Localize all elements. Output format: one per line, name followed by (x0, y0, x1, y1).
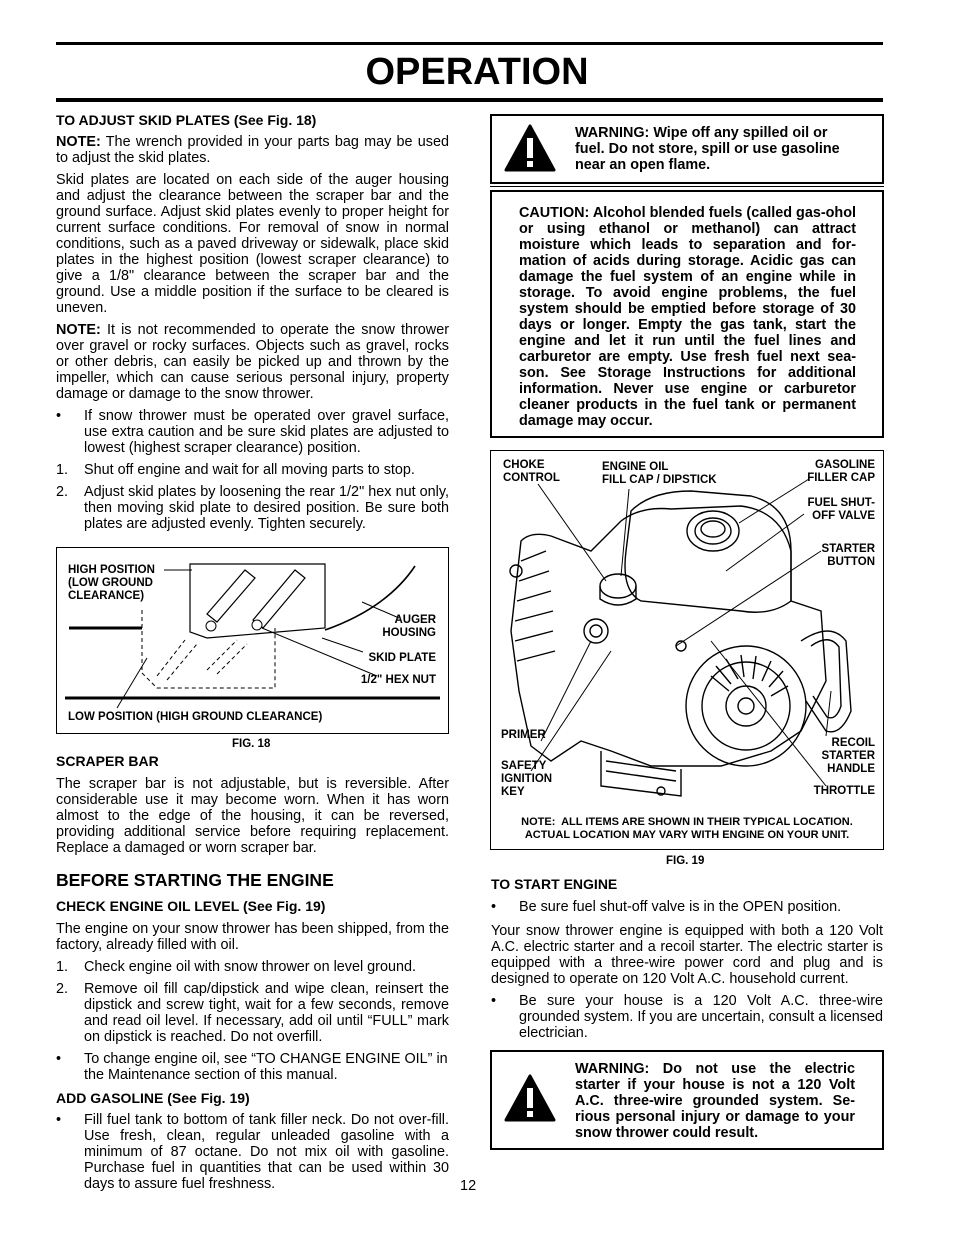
label-oil-fill: ENGINE OIL FILL CAP / DIPSTICK (602, 461, 717, 486)
start-engine-heading: TO START ENGINE (491, 876, 618, 892)
list-item: • Fill fuel tank to bottom of tank filler neck. Do not over-fill. Use fresh, clean, regular unleaded gasoline with a minimum of 87 octane. Do not mix oil with gasoline. Purchase fuel in quantities that can be used within 30 days to assure fuel freshness. (56, 1112, 449, 1192)
warning-box-spill (490, 114, 884, 184)
page-number: 12 (460, 1178, 477, 1194)
step-text: Remove oil fill cap/dipstick and wipe clean, reinsert the dipstick and screw tight, wait for a few seconds, remove and read oil level. If necessary, add oil until “FULL” mark on dipstick is reached. Do not overfill. (84, 981, 449, 1045)
bullet-text: Fill fuel tank to bottom of tank filler neck. Do not over-fill. Use fresh, clean, regular unleaded gasoline with a minimum of 87 octane. Do not mix oil with gasoline. Purchase fuel in quantities that can be used within 30 days to assure fuel freshness. (84, 1112, 449, 1192)
label-gas-cap: GASOLINE FILLER CAP (807, 459, 875, 484)
warning-box-electric (490, 1050, 884, 1150)
figure-18 (56, 547, 449, 734)
warning-text: WARNING: Wipe off any spilled oil or fuel. Do not store, spill or use gasoline near an open flame. (575, 125, 840, 173)
list-item: 2. Adjust skid plates by loosening the rear 1/2" hex nut only, then moving skid plate to desired position. Be sure both plates are adjusted evenly. Tighten securely. (56, 484, 449, 532)
figure-note: NOTE: ALL ITEMS ARE SHOWN IN THEIR TYPICAL LOCATION. ACTUAL LOCATION MAY VARY WITH ENGINE ON YOUR UNIT. (521, 816, 853, 841)
label-low-position: LOW POSITION (HIGH GROUND CLEARANCE) (68, 711, 323, 723)
page-title: OPERATION (365, 51, 589, 93)
oil-level-heading: CHECK ENGINE OIL LEVEL (See Fig. 19) (56, 898, 326, 914)
list-item: 2. Remove oil fill cap/dipstick and wipe clean, reinsert the dipstick and screw tight, wait for a few seconds, remove and read oil level. If necessary, add oil until “FULL” mark on dipstick is reached. Do not overfill. (56, 981, 449, 1045)
add-gasoline-heading: ADD GASOLINE (See Fig. 19) (56, 1090, 250, 1106)
caution-box (490, 190, 884, 438)
label-skid-plate: SKID PLATE (368, 652, 436, 664)
divider (490, 186, 884, 187)
list-item: • Be sure fuel shut-off valve is in the OPEN position. (491, 899, 842, 915)
left-column-bottom (56, 753, 449, 1192)
scraper-bar-heading: SCRAPER BAR (56, 753, 159, 769)
figure-19 (490, 450, 884, 850)
label-hex-nut: 1/2" HEX NUT (360, 674, 436, 686)
bullet-text: Be sure your house is a 120 Volt A.C. three-wire grounded system. If you are uncertain, consult a licensed electrician. (519, 993, 883, 1041)
list-item: 1. Shut off engine and wait for all moving parts to stop. (56, 462, 415, 478)
caution-text: CAUTION: Alcohol blended fuels (called gas-ohol or using ethanol or methanol) can attract moisture which leads to separation and for-mation of acids during storage. Acidic gas can damage the fuel system of an engine while in storage. To avoid engine problems, the fuel system should be emptied before storage of 30 days or longer. Empty the gas tank, start the engine and let it run until the fuel lines and carburetor are empty. Use fresh fuel next sea-son. See Storage Instructions for additional information. Never use engine or carburetor cleaner products in the fuel tank or permanent damage may occur. (519, 205, 856, 429)
figure-18-caption: FIG. 18 (232, 738, 271, 750)
skid-plates-paragraph: Skid plates are located on each side of the auger housing and adjust the clearance between the scraper bar and the ground surface. Adjust skid plates evenly to proper height for current surface conditions. For removal of snow in normal conditions, such as a paved driveway or sidewalk, place skid plates in the highest position (lowest scraper clearance) to give a 1/8" clearance between the scraper bar and the ground. Use a middle position if the surface to be cleared is uneven. (56, 172, 449, 316)
list-item: • Be sure your house is a 120 Volt A.C. three-wire grounded system. If you are uncertain, consult a licensed electrician. (491, 993, 883, 1041)
note-label: NOTE: (56, 322, 101, 338)
list-item: 1. Check engine oil with snow thrower on level ground. (56, 959, 416, 975)
note-gravel (56, 322, 449, 402)
label-auger-housing: AUGER HOUSING (382, 614, 436, 639)
header-bottom-rule (56, 98, 883, 102)
list-item: • If snow thrower must be operated over gravel surface, use extra caution and be sure skid plates are adjusted to lowest (highest scraper clearance) position. (56, 408, 449, 456)
label-choke: CHOKE CONTROL (503, 459, 560, 484)
note-text: The wrench provided in your parts bag may be used to adjust the skid plates. (56, 134, 449, 166)
note-wrench (56, 134, 449, 166)
label-primer: PRIMER (501, 729, 546, 741)
bullet-text: To change engine oil, see “TO CHANGE ENGINE OIL” in the Maintenance section of this manual. (84, 1051, 448, 1083)
note-label: NOTE: (56, 134, 101, 150)
skid-plates-heading: TO ADJUST SKID PLATES (See Fig. 18) (56, 112, 317, 128)
warning-icon (504, 1074, 556, 1124)
label-throttle: THROTTLE (813, 785, 875, 797)
right-column-text (491, 876, 883, 1041)
step-text: Shut off engine and wait for all moving parts to stop. (84, 462, 415, 478)
before-starting-heading: BEFORE STARTING THE ENGINE (56, 870, 334, 890)
scraper-bar-paragraph: The scraper bar is not adjustable, but is reversible. After considerable use it may become worn. When it has worn almost to the edge of the housing, it can be reversed, providing additional service before requiring replacement. Replace a damaged or worn scraper bar. (56, 776, 449, 856)
label-high-position: HIGH POSITION (LOW GROUND CLEARANCE) (68, 564, 155, 602)
note-text: It is not recommended to operate the snow thrower over gravel or rocky surfaces. Objects such as gravel, rocks or other debris, can easily be picked up and thrown by the impeller, which can cause serious personal injury, property damage or damage to the snow thrower. (56, 322, 449, 402)
label-safety-key: SAFETY IGNITION KEY (501, 760, 553, 798)
label-starter-button: STARTER BUTTON (821, 543, 875, 568)
step-text: Check engine oil with snow thrower on level ground. (84, 959, 416, 975)
figure-19-caption: FIG. 19 (666, 855, 705, 867)
header-top-rule (56, 42, 883, 45)
oil-paragraph: The engine on your snow thrower has been shipped, from the factory, already filled with oil. (56, 921, 449, 953)
start-paragraph: Your snow thrower engine is equipped with both a 120 Volt A.C. electric starter and a recoil starter. The electric starter is equipped with a three-wire power cord and plug and is designed to operate on 120 Volt A.C. household current. (491, 923, 883, 987)
bullet-text: Be sure fuel shut-off valve is in the OPEN position. (519, 899, 842, 915)
bullet-text: If snow thrower must be operated over gravel surface, use extra caution and be sure skid plates are adjusted to lowest (highest scraper clearance) position. (84, 408, 449, 456)
label-fuel-shutoff: FUEL SHUT- OFF VALVE (807, 497, 875, 522)
label-recoil: RECOIL STARTER HANDLE (821, 737, 875, 775)
warning-icon (504, 124, 556, 174)
step-text: Adjust skid plates by loosening the rear 1/2" hex nut only, then moving skid plate to desired position. Be sure both plates are adjusted evenly. Tighten securely. (84, 484, 449, 532)
list-item: • To change engine oil, see “TO CHANGE ENGINE OIL” in the Maintenance section of this manual. (56, 1051, 448, 1083)
warning-text: WARNING: Do not use the electric starter if your house is not a 120 Volt A.C. three-wire grounded system. Se-rious personal injury or damage to your snow thrower could result. (575, 1061, 855, 1141)
left-column-top (56, 112, 449, 532)
